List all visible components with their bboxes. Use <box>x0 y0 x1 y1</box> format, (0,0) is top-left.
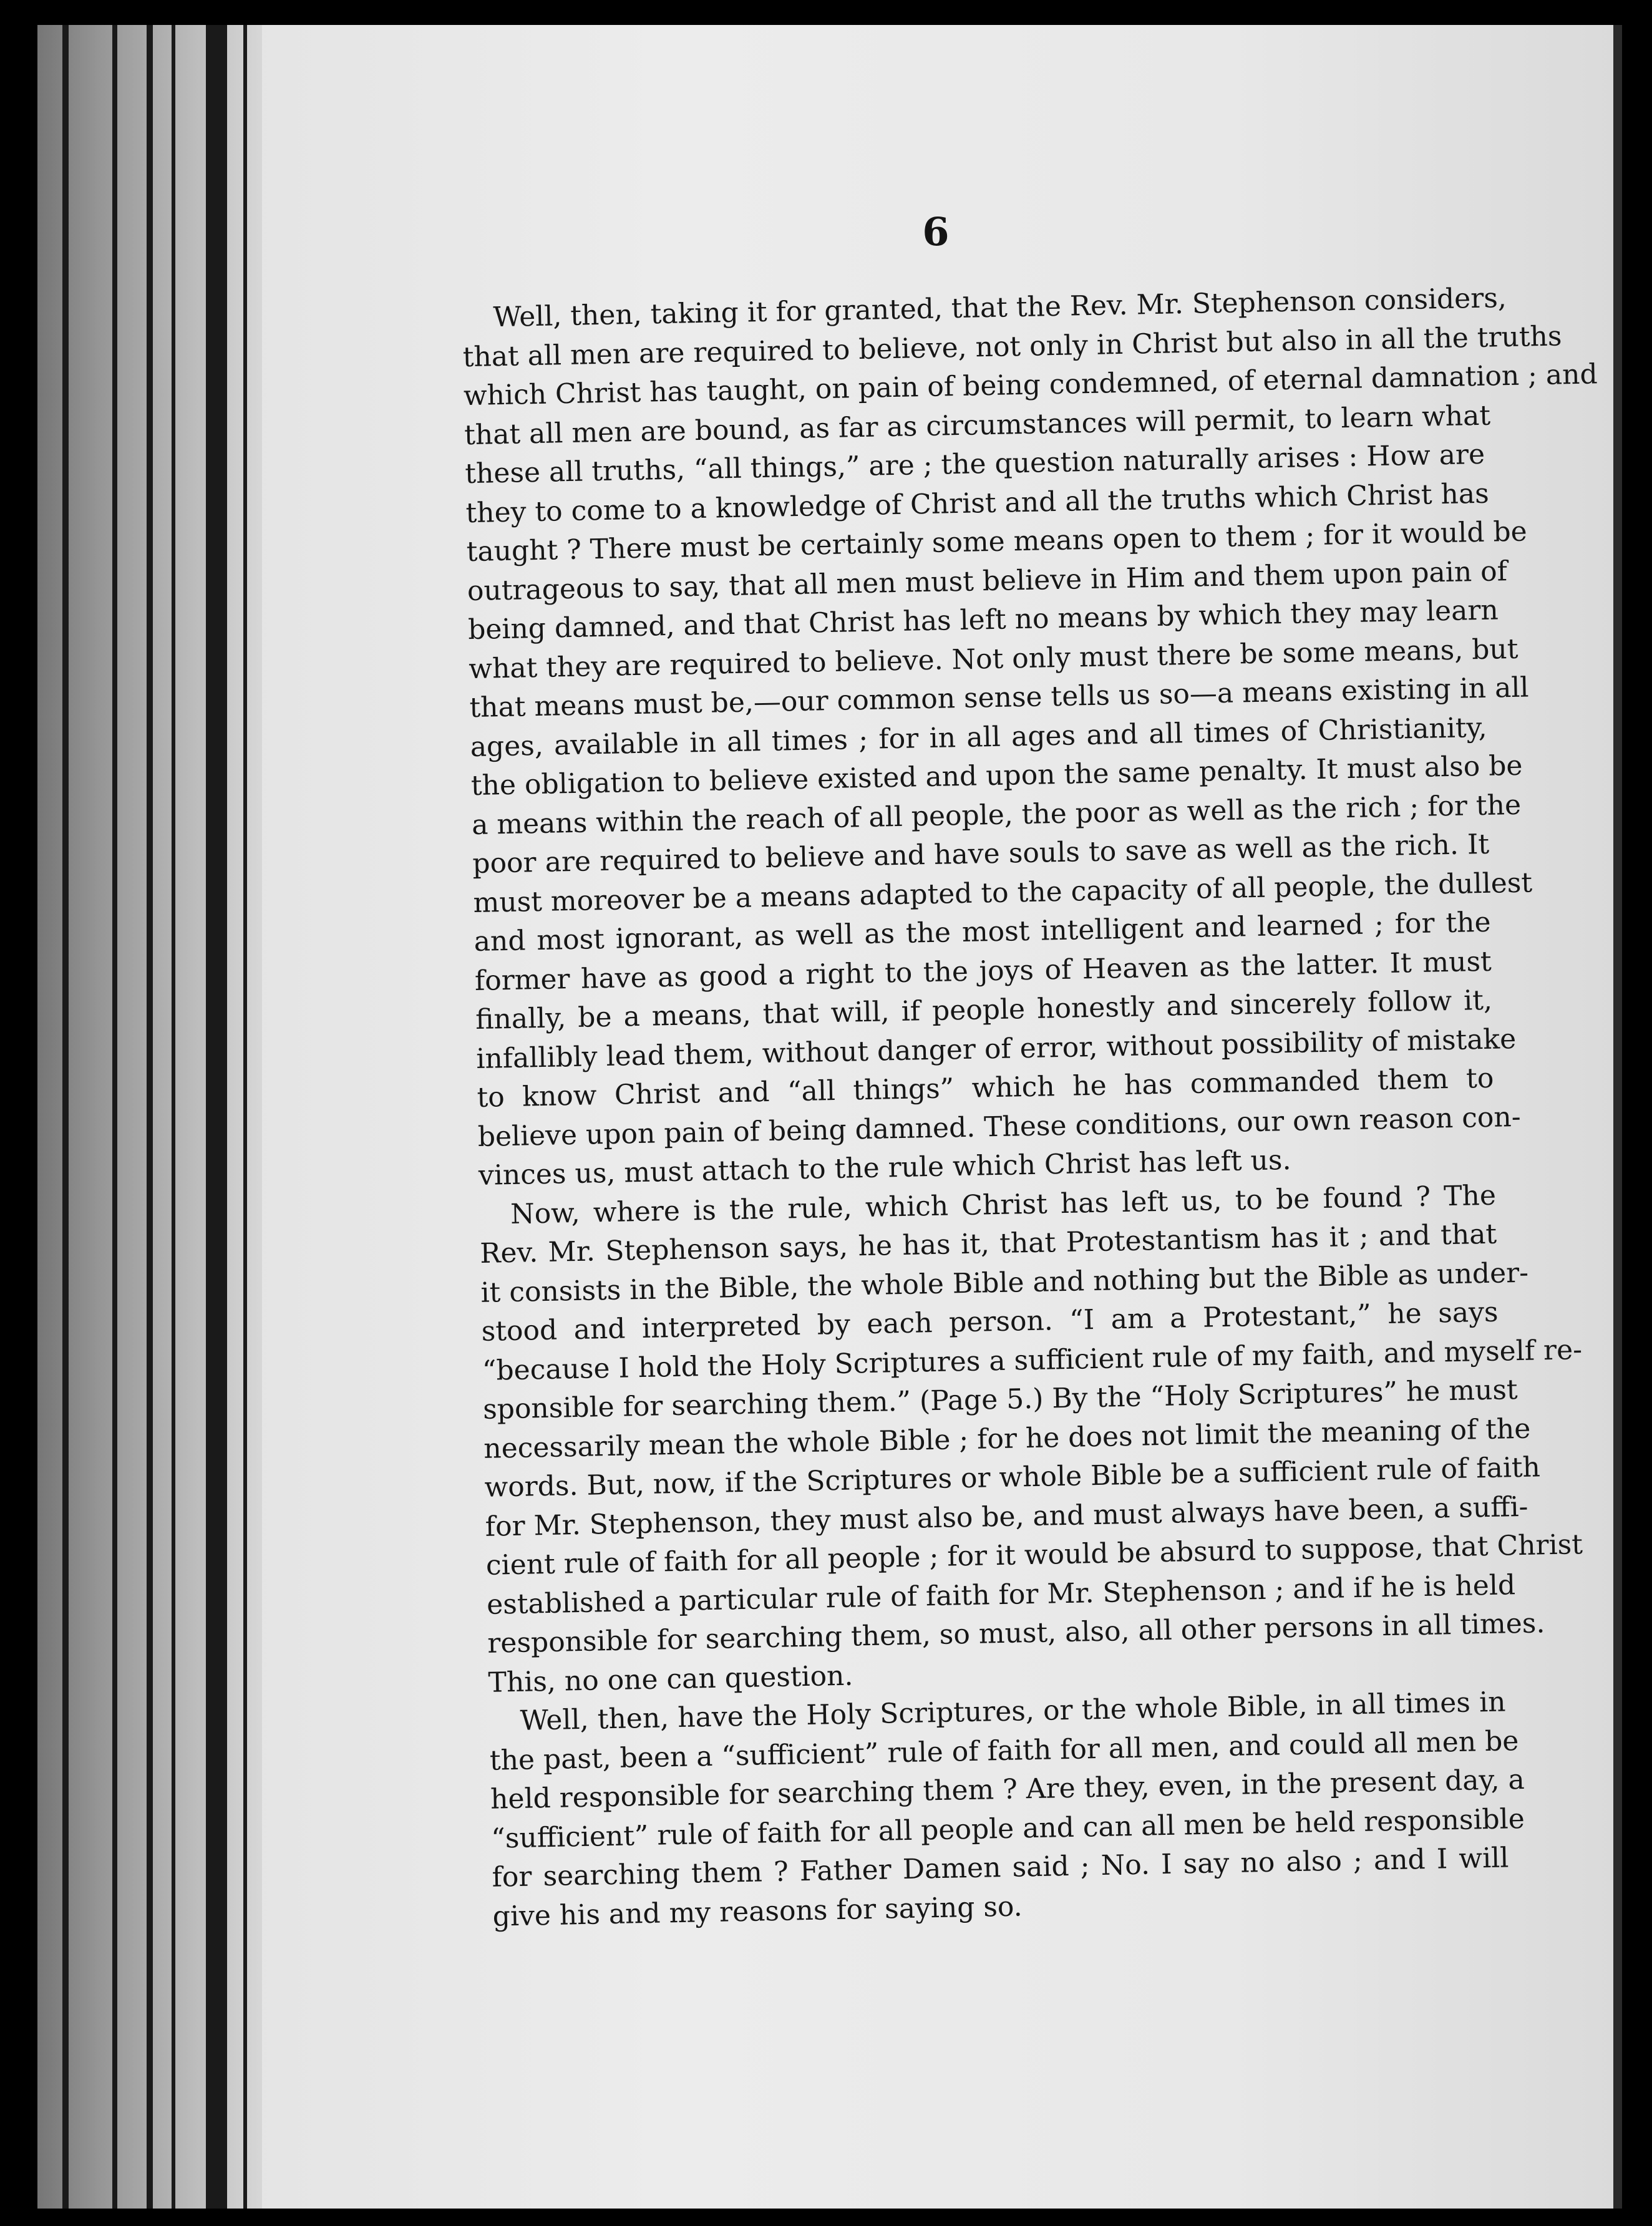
page-number: 6 <box>922 209 950 255</box>
text-line: outrageous to say, that all men must believe in Him and them upon pain of <box>467 555 1508 607</box>
text-line: taught ? There must be certainly some means open to them ; for it would be <box>466 515 1528 568</box>
text-line: Well, then, have the Holy Scriptures, or the whole Bible, in all times in <box>520 1686 1506 1737</box>
text-line: ages, available in all times ; for in all ages and all times of Christianity, <box>470 711 1487 763</box>
right-page-edge <box>1613 25 1622 2209</box>
text-line: for searching them ? Father Damen said ; No. I say no also ; and I will <box>492 1842 1509 1893</box>
text-line: for Mr. Stephenson, they must also be, and must always have been, a suffi- <box>485 1490 1528 1543</box>
text-line: This, no one can question. <box>488 1660 853 1699</box>
text-line: established a particular rule of faith for Mr. Stephenson ; and if he is held <box>486 1568 1516 1621</box>
text-line: must moreover be a means adapted to the capacity of all people, the dullest <box>473 866 1533 919</box>
text-line: “sufficient” rule of faith for all people and can all men be held responsible <box>490 1802 1525 1855</box>
text-line: Well, then, taking it for granted, that the Rev. Mr. Stephenson considers, <box>493 282 1507 334</box>
body-text <box>437 279 1598 1937</box>
text-line: responsible for searching them, so must, also, all other persons in all times. <box>487 1607 1545 1660</box>
text-line: give his and my reasons for saying so. <box>492 1890 1023 1933</box>
text-line: the obligation to believe existed and upon the same penalty. It must also be <box>470 749 1523 802</box>
text-line: that means must be,—our common sense tells us so—a means existing in all <box>469 671 1529 724</box>
text-line: being damned, and that Christ has left no means by which they may learn <box>467 594 1499 646</box>
text-line: Rev. Mr. Stephenson says, he has it, that Protestantism has it ; and that <box>479 1218 1497 1270</box>
paragraph-3 <box>464 1683 1525 1937</box>
text-line: which Christ has taught, on pain of being condemned, of eternal damnation ; and <box>463 358 1598 412</box>
text-line: former have as good a right to the joys of Heaven as the latter. It must <box>474 945 1492 997</box>
text-line: Now, where is the rule, which Christ has left us, to be found ? The <box>510 1179 1497 1230</box>
text-line: sponsible for searching them.” (Page 5.) By the “Holy Scriptures” he must <box>482 1374 1518 1426</box>
text-line: believe upon pain of being damned. These conditions, our own reason con- <box>477 1101 1522 1153</box>
text-line: stood and interpreted by each person. “I am a Protestant,” he says <box>481 1296 1499 1348</box>
text-line: they to come to a knowledge of Christ and all the truths which Christ has <box>465 477 1490 529</box>
text-line: and most ignorant, as well as the most intelligent and learned ; for the <box>474 906 1491 958</box>
text-line: poor are required to believe and have souls to save as well as the rich. It <box>472 828 1490 880</box>
paragraph-2 <box>454 1176 1583 1703</box>
text-line: vinces us, must attach to the rule which Christ has left us. <box>478 1144 1291 1192</box>
text-line: finally, be a means, that will, if people honestly and sincerely follow it, <box>475 984 1493 1036</box>
text-line: a means within the reach of all people, the poor as well as the rich ; for the <box>471 789 1522 841</box>
paragraph-1 <box>437 279 1598 1196</box>
text-line: that all men are bound, as far as circumstances will permit, to learn what <box>464 399 1491 451</box>
text-line: what they are required to believe. Not only must there be some means, but <box>468 633 1518 685</box>
text-line: necessarily mean the whole Bible ; for he does not limit the meaning of the <box>483 1412 1531 1465</box>
text-line: it consists in the Bible, the whole Bible and nothing but the Bible as under- <box>480 1256 1529 1309</box>
text-line: infallibly lead them, without danger of error, without possibility of mistake <box>475 1023 1517 1075</box>
text-line: words. But, now, if the Scriptures or whole Bible be a sufficient rule of faith <box>484 1451 1541 1504</box>
text-line: to know Christ and “all things” which he has commanded them to <box>477 1062 1494 1114</box>
binding-edge <box>37 25 262 2209</box>
text-line: the past, been a “sufficient” rule of faith for all men, and could all men be <box>489 1724 1519 1777</box>
text-line: that all men are required to believe, not only in Christ but also in all the truths <box>462 319 1562 373</box>
text-line: held responsible for searching them ? Are they, even, in the present day, a <box>490 1763 1525 1815</box>
text-line: these all truths, “all things,” are ; the question naturally arises : How are <box>464 438 1485 490</box>
text-line: “because I hold the Holy Scriptures a sufficient rule of my faith, and myself re- <box>482 1333 1583 1387</box>
text-line: cient rule of faith for all people ; for it would be absurd to suppose, that Christ <box>485 1529 1583 1582</box>
